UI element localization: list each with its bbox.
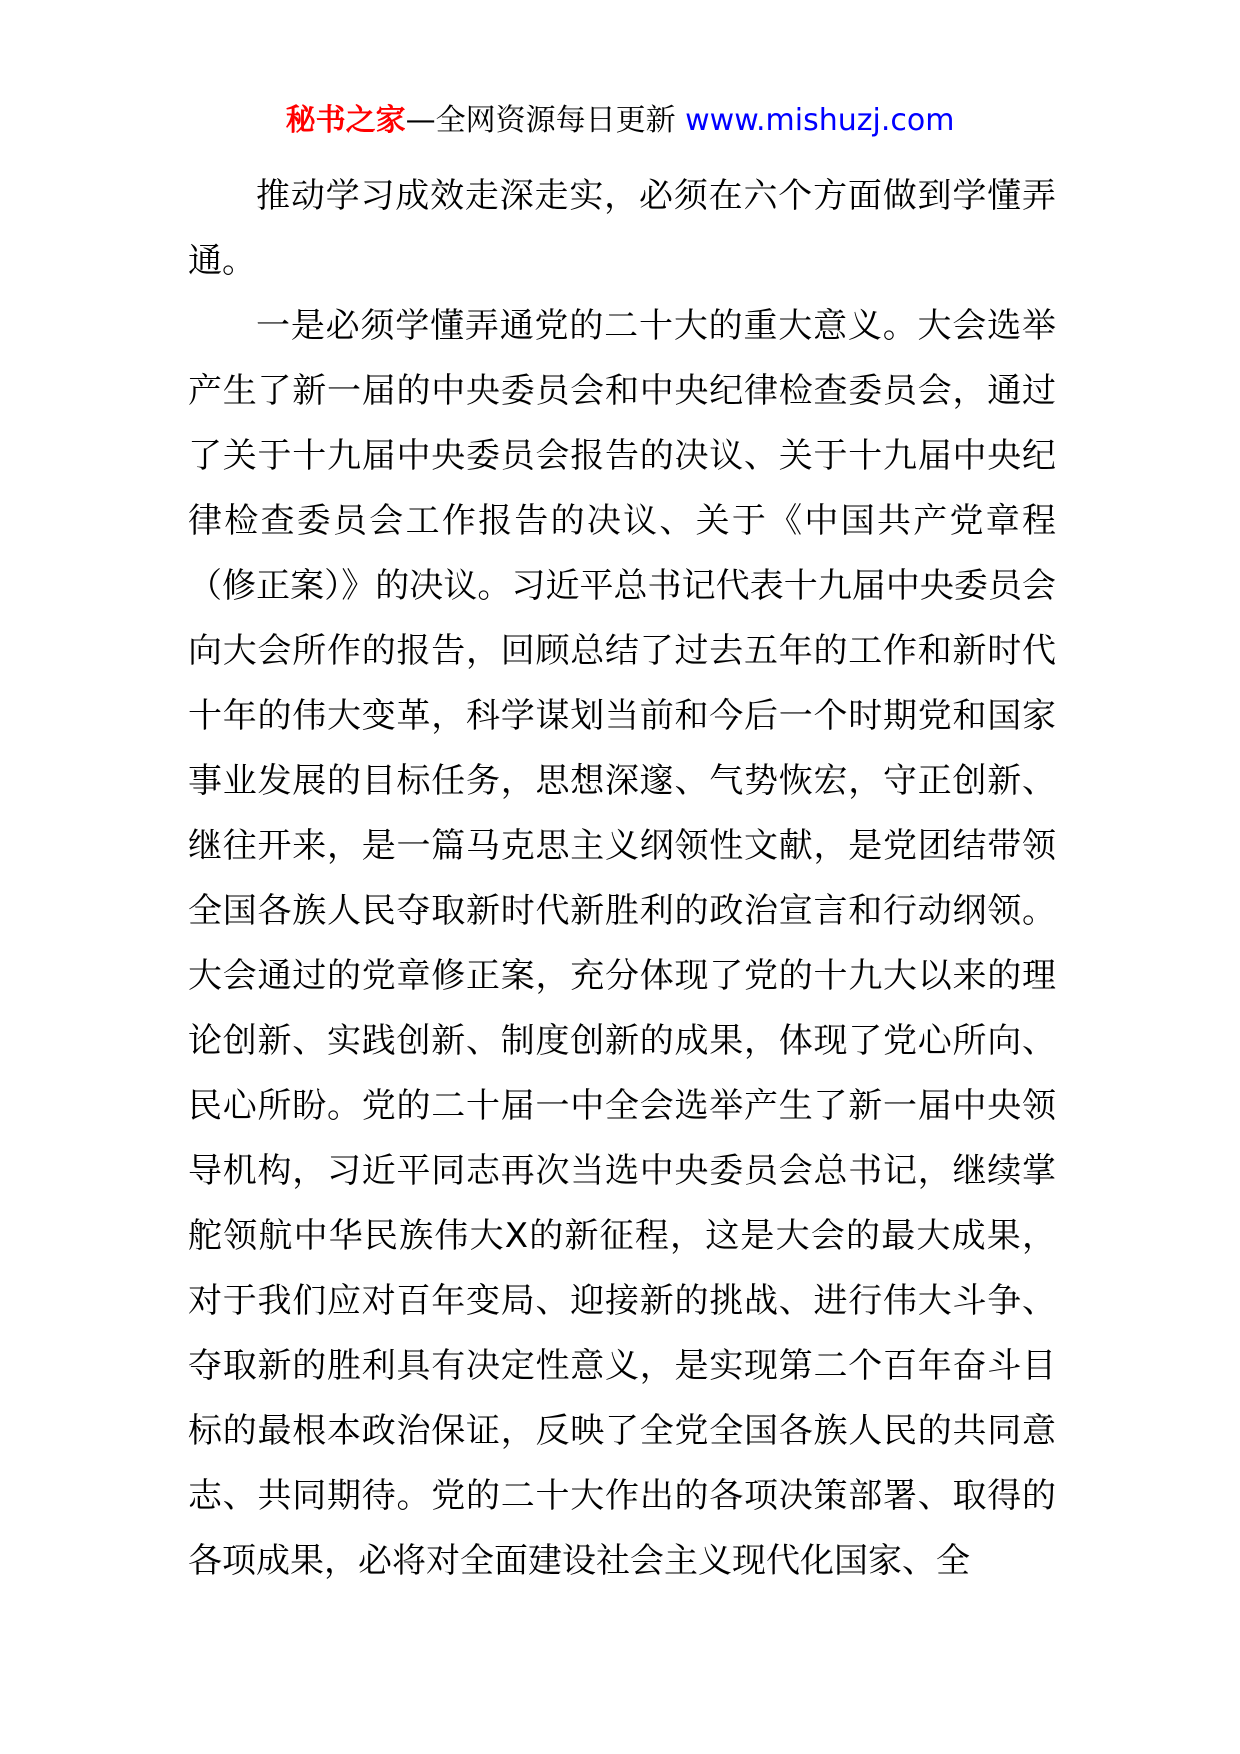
paragraph-intro: 推动学习成效走深走实，必须在六个方面做到学懂弄通。	[188, 176, 1056, 281]
header-url-link[interactable]: www.mishuzj.com	[685, 103, 955, 138]
header-brand: 秘书之家	[285, 103, 406, 138]
header-slogan: —全网资源每日更新	[405, 103, 686, 138]
paragraph-point-one: 一是必须学懂弄通党的二十大的重大意义。大会选举产生了新一届的中央委员会和中央纪律检查委员会，通过了关于十九届中央委员会报告的决议、关于十九届中央纪律检查委员会工作报告的决议、关于《中国共产党章程（修正案）》的决议。习近平总书记代表十九届中央委员会向大会所作的报告，回顾总结了过去五年的工作和新时代十年的伟大变革，科学谋划当前和今后一个时期党和国家事业发展的目标任务，思想深邃、气势恢宏，守正创新、继往开来，是一篇马克思主义纲领性文献，是党团结带领全国各族人民夺取新时代新胜利的政治宣言和行动纲领。大会通过的党章修正案，充分体现了党的十九大以来的理论创新、实践创新、制度创新的成果，体现了党心所向、民心所盼。党的二十届一中全会选举产生了新一届中央领导机构，习近平同志再次当选中央委员会总书记，继续掌舵领航中华民族伟大X的新征程，这是大会的最大成果，对于我们应对百年变局、迎接新的挑战、进行伟大斗争、夺取新的胜利具有决定性意义，是实现第二个百年奋斗目标的最根本政治保证，反映了全党全国各族人民的共同意志、共同期待。党的二十大作出的各项决策部署、取得的各项成果，必将对全面建设社会主义现代化国家、全	[188, 306, 1056, 1581]
page-header	[0, 101, 1240, 141]
document-body	[188, 164, 1056, 1594]
